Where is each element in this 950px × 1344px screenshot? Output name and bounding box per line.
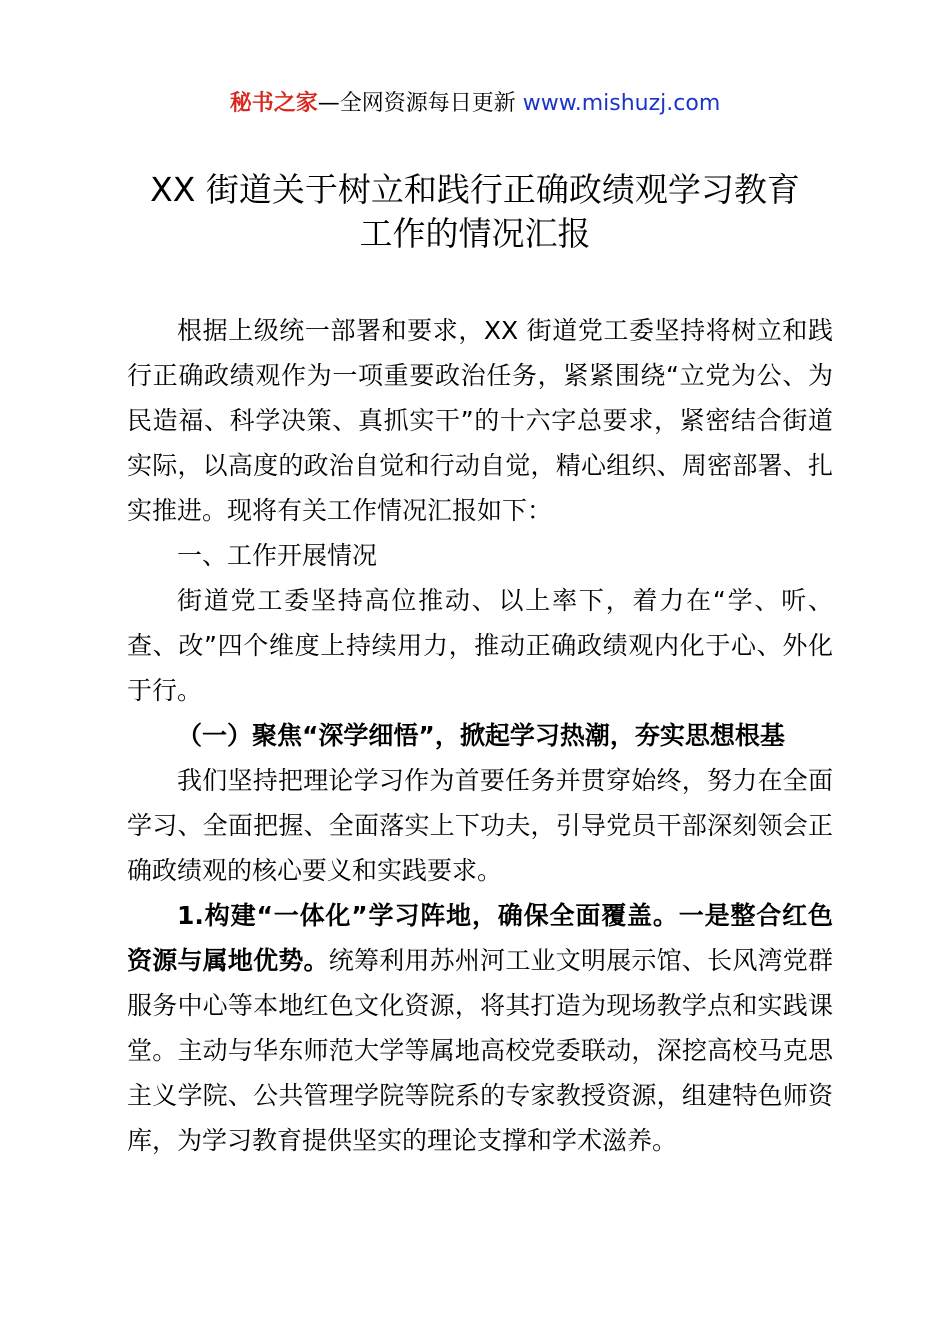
subsection-heading-1: （一）聚焦“深学细悟”，掀起学习热潮，夯实思想根基 <box>177 721 785 750</box>
document-body <box>127 308 833 1163</box>
intro-paragraph: 根据上级统一部署和要求，XX 街道党工委坚持将树立和践行正确政绩观作为一项重要政治任务，紧紧围绕“立党为公、为民造福、科学决策、真抓实干”的十六字总要求，紧密结合街道实际，以高度的政治自觉和行动自觉，精心组织、周密部署、扎实推进。现将有关工作情况汇报如下： <box>127 316 833 525</box>
site-url-link[interactable]: www.mishuzj.com <box>522 91 721 116</box>
subsection-1-paragraph: 我们坚持把理论学习作为首要任务并贯穿始终，努力在全面学习、全面把握、全面落实上下功夫，引导党员干部深刻领会正确政绩观的核心要义和实践要求。 <box>127 766 833 885</box>
site-header <box>0 88 950 120</box>
header-tagline: —全网资源每日更新 <box>317 91 523 116</box>
document-title <box>95 168 855 256</box>
title-line-1: XX 街道关于树立和践行正确政绩观学习教育 <box>150 170 800 209</box>
item-1-lead: 1.构建“一体化”学习阵地，确保全面覆盖。一是整合红色资源与属地优势。 <box>127 901 833 975</box>
brand-name: 秘书之家 <box>229 91 318 116</box>
section-1-paragraph: 街道党工委坚持高位推动、以上率下，着力在“学、听、查、改”四个维度上持续用力，推动正确政绩观内化于心、外化于行。 <box>127 586 833 705</box>
item-1-text: 统筹利用苏州河工业文明展示馆、长风湾党群服务中心等本地红色文化资源，将其打造为现场教学点和实践课堂。主动与华东师范大学等属地高校党委联动，深挖高校马克思主义学院、公共管理学院等院系的专家教授资源，组建特色师资库，为学习教育提供坚实的理论支撑和学术滋养。 <box>127 946 833 1155</box>
section-heading-1: 一、工作开展情况 <box>177 541 378 570</box>
item-1-paragraph <box>127 893 833 1163</box>
title-line-2: 工作的情况汇报 <box>359 214 591 253</box>
